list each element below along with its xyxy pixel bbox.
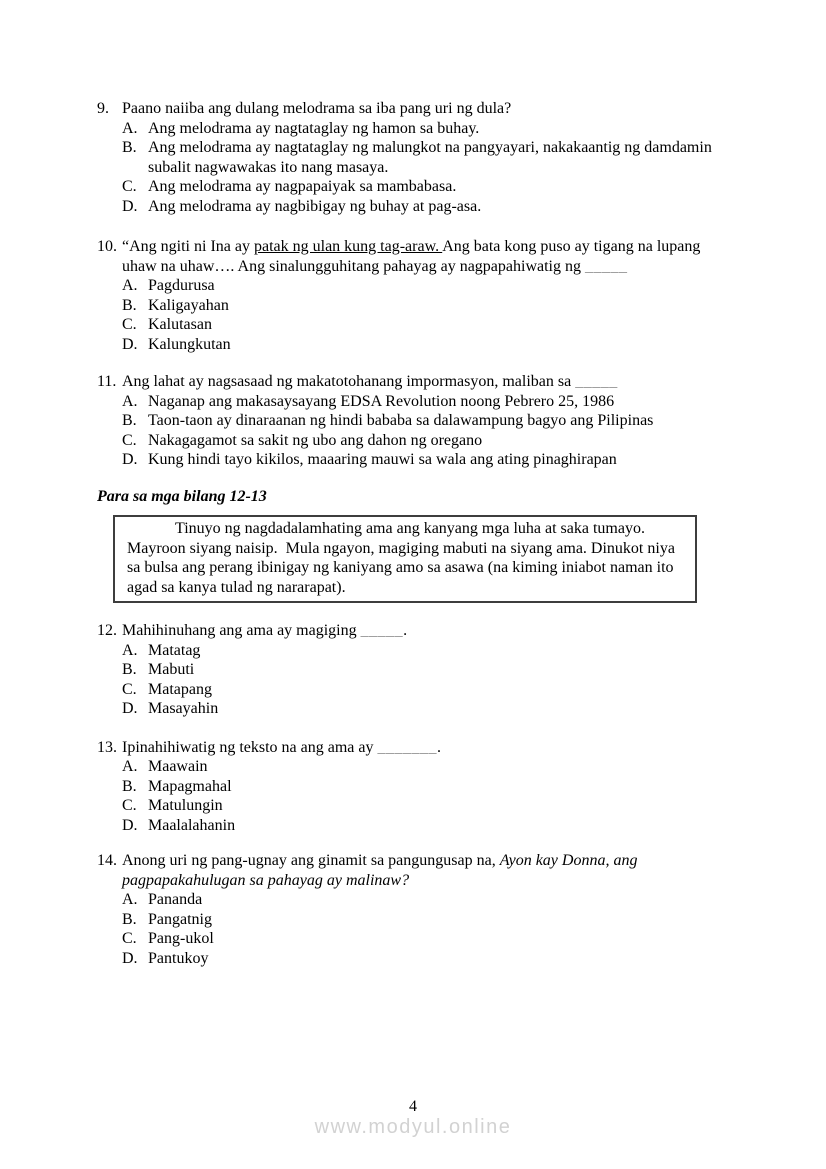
options-list — [122, 757, 441, 835]
option-text: Maalalahanin — [148, 816, 236, 834]
options-list — [122, 641, 407, 719]
option-row — [122, 929, 715, 949]
fill-in-blank: _______ — [377, 738, 437, 756]
section-heading: Para sa mga bilang 12-13 — [97, 487, 267, 505]
option-row — [122, 641, 407, 661]
option-letter: A. — [122, 119, 138, 137]
option-row — [122, 949, 715, 969]
option-row — [122, 796, 441, 816]
page-content — [97, 99, 715, 968]
option-letter: D. — [122, 700, 138, 717]
question-text — [122, 99, 715, 119]
fill-in-blank: _____ — [575, 373, 618, 390]
question-text-segment: Ang lahat ay nagsasaad ng makatotohanang impormasyon, maliban sa — [122, 373, 576, 390]
option-row — [122, 699, 407, 719]
option-row — [122, 660, 407, 680]
option-row — [122, 392, 653, 412]
question-text-segment: “Ang ngiti ni Ina ay — [122, 238, 254, 255]
option-row — [122, 276, 715, 296]
option-row — [122, 138, 715, 177]
option-letter: B. — [122, 296, 137, 314]
option-row — [122, 757, 441, 777]
option-letter: C. — [122, 680, 137, 698]
option-letter: B. — [122, 910, 137, 928]
question-body — [122, 851, 715, 968]
option-letter: A. — [122, 891, 138, 908]
option-text: Pang-ukol — [148, 930, 214, 947]
option-letter: C. — [122, 431, 137, 449]
option-letter: D. — [122, 949, 138, 967]
options-list — [122, 276, 715, 354]
option-row — [122, 431, 653, 451]
question-10 — [97, 237, 715, 354]
options-list — [122, 890, 715, 968]
question-text-segment: . — [403, 622, 408, 639]
option-letter: C. — [122, 797, 137, 814]
option-letter: D. — [122, 451, 138, 468]
fill-in-blank: _____ — [360, 622, 404, 639]
question-body — [122, 237, 715, 354]
option-row — [122, 890, 715, 910]
option-text: Taon-taon ay dinaraanan ng hindi bababa sa dalawampung bagyo ang Pilipinas — [148, 412, 654, 429]
option-letter: C. — [122, 178, 137, 195]
option-text: Ang melodrama ay nagtataglay ng malungkot na pangyayari, nakakaantig ng damdamin subalit nagwawakas ito nang masaya. — [148, 139, 716, 176]
option-row — [122, 910, 715, 930]
passage-box — [113, 515, 697, 603]
question-text-segment: Ang bata kong puso ay tigang na lupang uhaw na uhaw…. Ang sinalungguhitang pahayag ay nagpapahiwatig ng — [122, 238, 705, 275]
option-text: Matulungin — [148, 797, 223, 814]
option-letter: C. — [122, 930, 137, 947]
question-text — [122, 851, 715, 890]
option-row — [122, 177, 715, 197]
option-text: Mabuti — [148, 661, 195, 678]
question-14 — [97, 851, 715, 968]
option-text: Pagdurusa — [148, 277, 215, 294]
options-list — [122, 392, 653, 470]
question-text-segment: Mahihinuhang ang ama ay magiging — [122, 622, 361, 639]
option-row — [122, 335, 715, 355]
question-text — [122, 621, 407, 641]
question-9 — [97, 99, 715, 216]
option-text: Kalungkutan — [148, 335, 231, 353]
option-text: Kung hindi tayo kikilos, maaaring mauwi sa wala ang ating pinaghirapan — [148, 451, 617, 468]
options-list — [122, 119, 715, 217]
option-row — [122, 680, 407, 700]
option-letter: A. — [122, 641, 138, 659]
question-body — [122, 621, 407, 719]
option-letter: B. — [122, 139, 137, 156]
question-13 — [97, 738, 715, 836]
question-text-segment: Anong uri ng pang-ugnay ang ginamit sa pangungusap na, — [122, 852, 500, 869]
option-text: Ang melodrama ay nagbibigay ng buhay at pag-asa. — [148, 197, 482, 215]
option-text: Pangatnig — [148, 910, 212, 928]
option-row — [122, 197, 715, 217]
option-text: Ang melodrama ay nagpapaiyak sa mambabasa. — [148, 178, 457, 195]
question-number: 13. — [97, 738, 117, 756]
question-body — [122, 738, 441, 836]
question-text — [122, 372, 653, 392]
option-letter: B. — [122, 412, 137, 429]
underlined-phrase: patak ng ulan kung tag-araw. — [253, 238, 443, 255]
watermark: www.modyul.online — [314, 1116, 512, 1138]
option-text: Masayahin — [148, 700, 219, 717]
option-row — [122, 450, 653, 470]
option-text: Matapang — [148, 680, 212, 698]
option-text: Pantukoy — [148, 949, 209, 967]
option-letter: D. — [122, 335, 138, 353]
option-text: Naganap ang makasaysayang EDSA Revolution noong Pebrero 25, 1986 — [148, 392, 615, 410]
option-row — [122, 315, 715, 335]
option-row — [122, 816, 441, 836]
option-text: Pananda — [148, 891, 203, 908]
question-text-segment: Ipinahihiwatig ng teksto na ang ama ay — [122, 738, 378, 756]
option-text: Ang melodrama ay nagtataglay ng hamon sa buhay. — [148, 119, 480, 137]
option-letter: D. — [122, 197, 138, 215]
question-number: 10. — [97, 238, 117, 255]
option-row — [122, 296, 715, 316]
option-row — [122, 411, 653, 431]
option-letter: A. — [122, 277, 138, 294]
question-11 — [97, 372, 715, 470]
page-number: 4 — [409, 1098, 417, 1115]
question-number: 11. — [97, 373, 117, 390]
passage-text: Tinuyo ng nagdadalamhating ama ang kanyang mga luha at saka tumayo. Mayroon siyang naisip. Mula ngayon, magiging mabuti na siyang ama. Dinukot niya sa bulsa ang perang ibinigay ng kaniyang amo sa asawa (na kiming iniabot naman ito agad sa kanya tulad ng nararapat). — [127, 520, 679, 596]
question-text-segment: . — [436, 738, 441, 756]
option-row — [122, 777, 441, 797]
question-text-segment: Paano naiiba ang dulang melodrama sa iba pang uri ng dula? — [122, 100, 512, 117]
option-text: Mapagmahal — [148, 777, 232, 795]
option-letter: B. — [122, 661, 137, 678]
question-body — [122, 99, 715, 216]
option-text: Maawain — [148, 758, 208, 775]
question-number: 14. — [97, 852, 117, 869]
italic-phrase: Ayon kay Donna, ang pagpapakahulugan sa pahayag ay malinaw? — [122, 852, 642, 889]
option-text: Kalutasan — [148, 316, 212, 333]
question-number: 9. — [97, 100, 109, 117]
option-text: Kaligayahan — [148, 296, 229, 314]
option-letter: A. — [122, 758, 138, 775]
option-letter: A. — [122, 392, 138, 410]
option-row — [122, 119, 715, 139]
question-text — [122, 738, 441, 758]
option-letter: C. — [122, 316, 137, 333]
question-text — [122, 237, 715, 276]
option-letter: D. — [122, 816, 138, 834]
question-number: 12. — [97, 622, 117, 639]
question-12 — [97, 621, 715, 719]
fill-in-blank: _____ — [585, 257, 628, 275]
option-text: Matatag — [148, 641, 201, 659]
option-text: Nakagagamot sa sakit ng ubo ang dahon ng oregano — [148, 431, 483, 449]
option-letter: B. — [122, 777, 137, 795]
question-body — [122, 372, 653, 470]
